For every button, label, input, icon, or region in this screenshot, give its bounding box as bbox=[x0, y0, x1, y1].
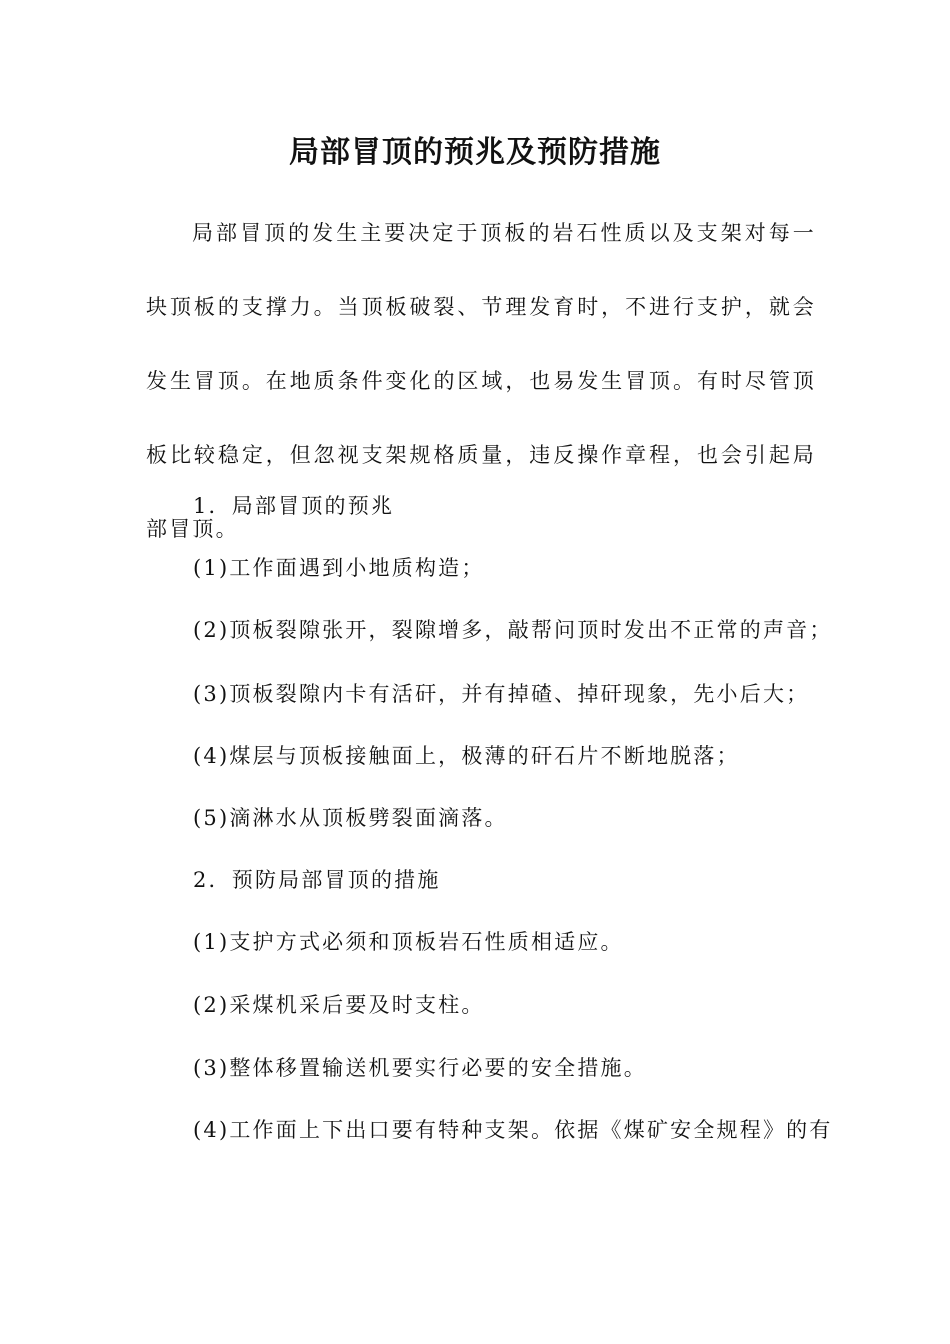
section-1-item-4: (4)煤层与顶板接触面上，极薄的矸石片不断地脱落； bbox=[193, 744, 740, 768]
section-1-item-2: (2)顶板裂隙张开，裂隙增多，敲帮问顶时发出不正常的声音； bbox=[193, 618, 833, 642]
section-2-item-1: (1)支护方式必须和顶板岩石性质相适应。 bbox=[193, 930, 624, 954]
section-1-item-5: (5)滴淋水从顶板劈裂面滴落。 bbox=[193, 806, 508, 830]
intro-paragraph: 局部冒顶的发生主要决定于顶板的岩石性质以及支架对每一块顶板的支撑力。当顶板破裂、节理发育时，不进行支护，就会发生冒顶。在地质条件变化的区域，也易发生冒顶。有时尽管顶板比较稳定，但忽视支架规格质量，违反操作章程，也会引起局部冒顶。 bbox=[146, 221, 816, 541]
section-1-item-1: (1)工作面遇到小地质构造； bbox=[193, 556, 485, 580]
document-title: 局部冒顶的预兆及预防措施 bbox=[289, 135, 661, 170]
section-2-item-4: (4)工作面上下出口要有特种支架。依据《煤矿安全规程》的有 bbox=[193, 1118, 833, 1142]
section-2-item-2: (2)采煤机采后要及时支柱。 bbox=[193, 993, 485, 1017]
section-1-heading: 1．局部冒顶的预兆 bbox=[193, 494, 395, 518]
section-2-item-3: (3)整体移置输送机要实行必要的安全措施。 bbox=[193, 1056, 647, 1080]
section-2-heading: 2．预防局部冒顶的措施 bbox=[193, 868, 441, 892]
section-1-item-3: (3)顶板裂隙内卡有活矸，并有掉碴、掉矸现象，先小后大； bbox=[193, 682, 810, 706]
